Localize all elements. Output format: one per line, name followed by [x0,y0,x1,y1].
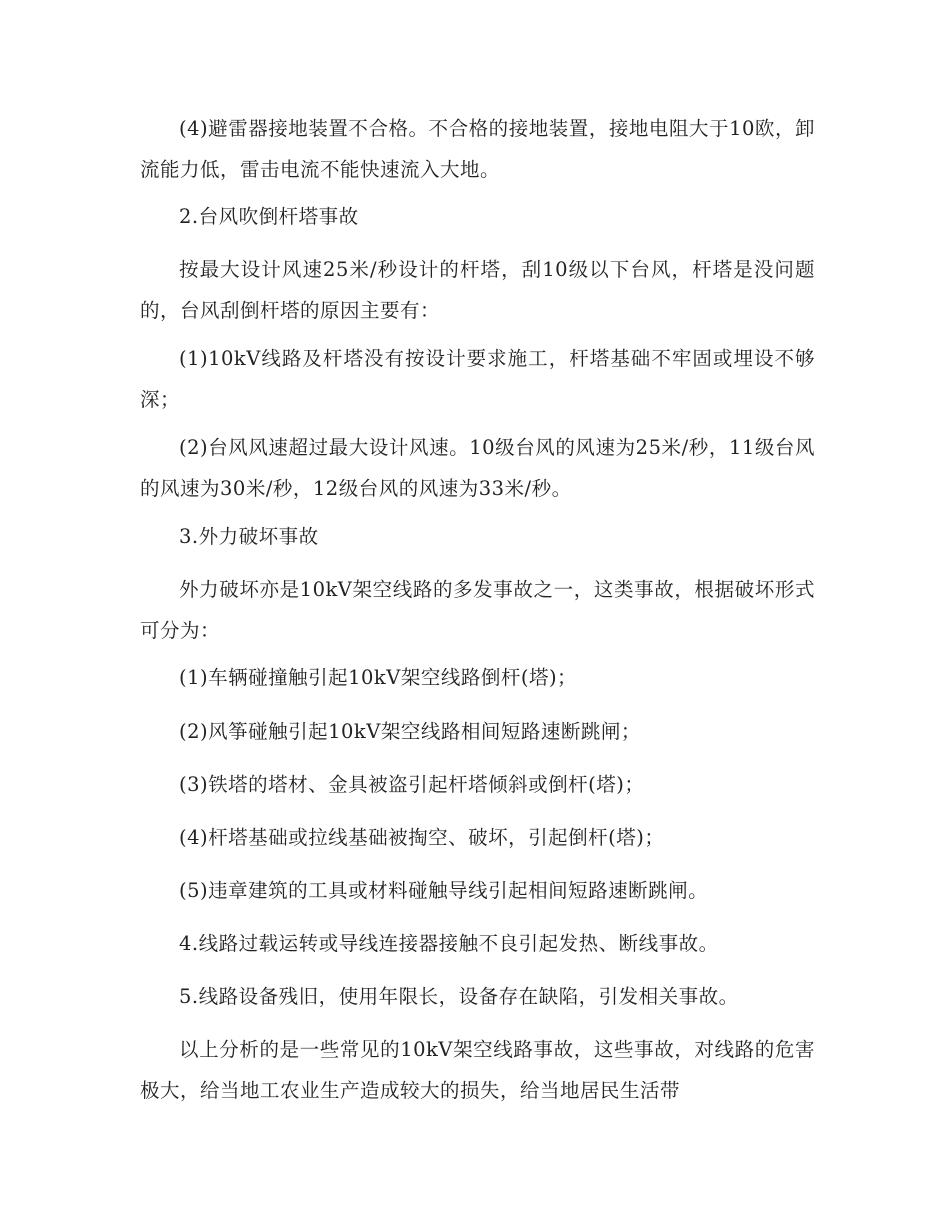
heading-aging-equipment: 5.线路设备残旧，使用年限长，设备存在缺陷，引发相关事故。 [179,985,739,1008]
paragraph-arrester-grounding: (4)避雷器接地装置不合格。不合格的接地装置，接地电阻大于10欧，卸流能力低，雷击电流不能快速流入大地。 [140,117,815,181]
paragraph-conclusion: 以上分析的是一些常见的10kV架空线路事故，这些事故，对线路的危害极大，给当地工农业生产造成较大的损失，给当地居民生活带 [140,1038,815,1102]
paragraph-typhoon-cause-2: (2)台风风速超过最大设计风速。10级台风的风速为25米/秒，11级台风的风速为30米/秒，12级台风的风速为33米/秒。 [140,436,815,500]
paragraph-typhoon-cause-1: (1)10kV线路及杆塔没有按设计要求施工，杆塔基础不牢固或埋设不够深； [140,347,815,411]
paragraph-typhoon-intro: 按最大设计风速25米/秒设计的杆塔，刮10级以下台风，杆塔是没问题的，台风刮倒杆塔的原因主要有： [140,258,815,322]
paragraph-external-damage-intro: 外力破坏亦是10kV架空线路的多发事故之一，这类事故，根据破坏形式可分为： [140,578,815,642]
heading-overload-accident: 4.线路过载运转或导线连接器接触不良引起发热、断线事故。 [179,932,719,955]
list-item-foundation-damage: (4)杆塔基础或拉线基础被掏空、破坏，引起倒杆(塔)； [179,826,665,849]
list-item-vehicle-collision: (1)车辆碰撞触引起10kV架空线路倒杆(塔)； [179,666,578,689]
list-item-illegal-building: (5)违章建筑的工具或材料碰触导线引起相间短路速断跳闸。 [179,879,709,902]
heading-typhoon-accident: 2.台风吹倒杆塔事故 [179,205,359,228]
list-item-kite-contact: (2)风筝碰触引起10kV架空线路相间短路速断跳闸； [179,720,641,743]
heading-external-damage: 3.外力破坏事故 [179,525,319,548]
list-item-tower-theft: (3)铁塔的塔材、金具被盗引起杆塔倾斜或倒杆(塔)； [179,773,645,796]
